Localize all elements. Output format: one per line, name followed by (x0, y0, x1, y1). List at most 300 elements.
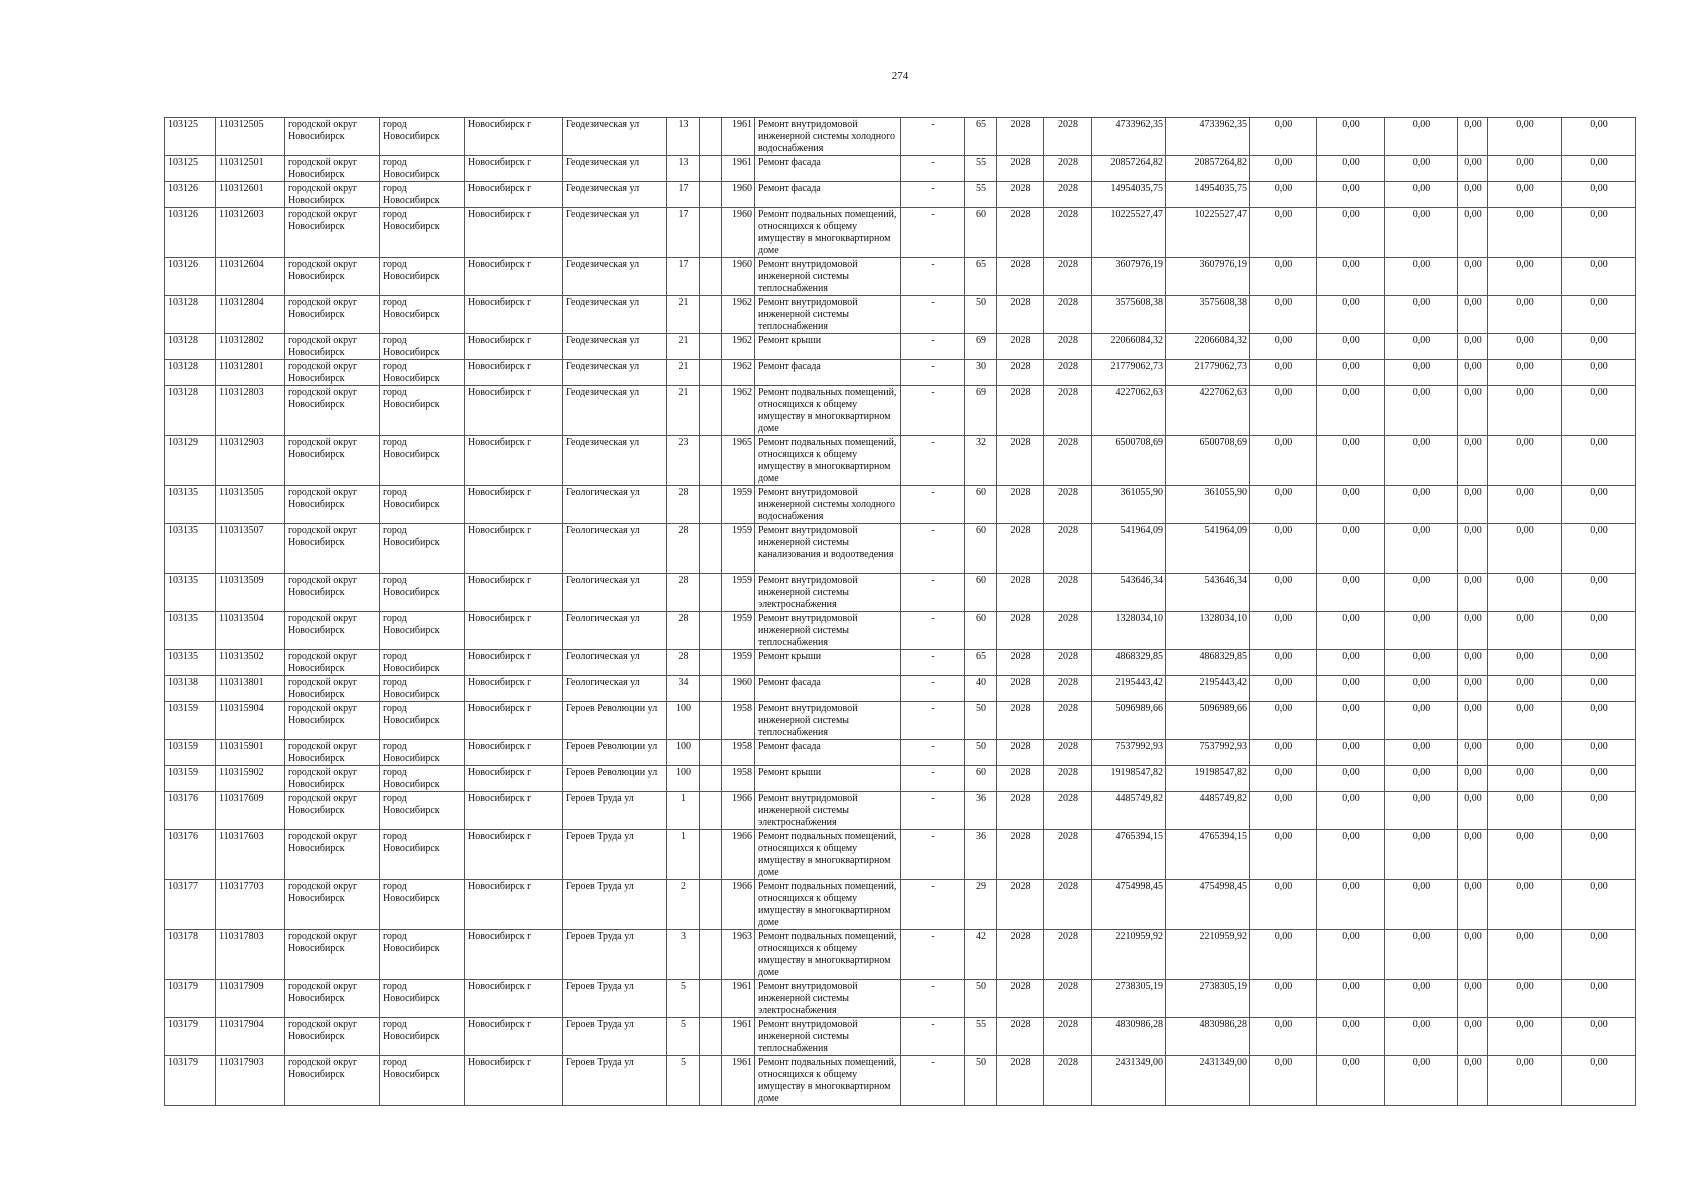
blank-cell (700, 650, 722, 676)
plan-year-end: 2028 (1044, 676, 1092, 702)
city-cell: Новосибирск г (465, 296, 563, 334)
blank-cell (700, 386, 722, 436)
blank-cell (700, 880, 722, 930)
house-number: 13 (667, 156, 700, 182)
fund-4: 0,00 (1458, 1018, 1488, 1056)
work-type: Ремонт подвальных помещений, относящихся к общему имуществу в многоквартирном доме (755, 386, 901, 436)
work-type: Ремонт внутридомовой инженерной системы теплоснабжения (755, 702, 901, 740)
house-number: 28 (667, 574, 700, 612)
house-number: 28 (667, 524, 700, 574)
plan-year-end: 2028 (1044, 880, 1092, 930)
table-row (165, 930, 1636, 980)
blank-cell (700, 360, 722, 386)
fund-3: 0,00 (1385, 524, 1458, 574)
total-value: 3607976,19 (1166, 258, 1250, 296)
fund-2: 0,00 (1317, 156, 1385, 182)
cost-value: 4227062,63 (1092, 386, 1166, 436)
fund-4: 0,00 (1458, 118, 1488, 156)
work-type: Ремонт подвальных помещений, относящихся к общему имуществу в многоквартирном доме (755, 208, 901, 258)
district-cell: городской округ Новосибирск (285, 766, 380, 792)
dash-cell: - (901, 386, 965, 436)
house-number: 23 (667, 436, 700, 486)
row-id: 103135 (165, 574, 216, 612)
street-cell: Геодезическая ул (563, 258, 667, 296)
plan-year-start: 2028 (997, 296, 1044, 334)
wear-percent: 55 (965, 1018, 997, 1056)
fund-4: 0,00 (1458, 880, 1488, 930)
cost-value: 541964,09 (1092, 524, 1166, 574)
blank-cell (700, 486, 722, 524)
page-number: 274 (891, 70, 909, 82)
fund-4: 0,00 (1458, 650, 1488, 676)
fund-1: 0,00 (1250, 930, 1317, 980)
work-type: Ремонт фасада (755, 156, 901, 182)
work-type: Ремонт внутридомовой инженерной системы канализования и водоотведения (755, 524, 901, 574)
dash-cell: - (901, 830, 965, 880)
table-row (165, 118, 1636, 156)
row-id: 103135 (165, 612, 216, 650)
city-cell: Новосибирск г (465, 182, 563, 208)
street-cell: Геодезическая ул (563, 360, 667, 386)
plan-year-end: 2028 (1044, 792, 1092, 830)
fund-5: 0,00 (1488, 360, 1562, 386)
plan-year-start: 2028 (997, 930, 1044, 980)
build-year: 1960 (722, 182, 755, 208)
work-type: Ремонт внутридомовой инженерной системы холодного водоснабжения (755, 486, 901, 524)
dash-cell: - (901, 880, 965, 930)
total-value: 21779062,73 (1166, 360, 1250, 386)
street-cell: Геодезическая ул (563, 208, 667, 258)
fund-4: 0,00 (1458, 766, 1488, 792)
city-cell: Новосибирск г (465, 830, 563, 880)
fund-2: 0,00 (1317, 524, 1385, 574)
row-id: 103176 (165, 792, 216, 830)
settlement-cell: город Новосибирск (380, 676, 465, 702)
work-type: Ремонт внутридомовой инженерной системы теплоснабжения (755, 296, 901, 334)
cost-value: 2195443,42 (1092, 676, 1166, 702)
fund-3: 0,00 (1385, 296, 1458, 334)
row-id: 103129 (165, 436, 216, 486)
dash-cell: - (901, 612, 965, 650)
city-cell: Новосибирск г (465, 334, 563, 360)
fund-3: 0,00 (1385, 334, 1458, 360)
total-value: 6500708,69 (1166, 436, 1250, 486)
fund-6: 0,00 (1562, 1018, 1636, 1056)
fund-3: 0,00 (1385, 258, 1458, 296)
wear-percent: 69 (965, 386, 997, 436)
build-year: 1966 (722, 880, 755, 930)
fund-6: 0,00 (1562, 156, 1636, 182)
fund-6: 0,00 (1562, 208, 1636, 258)
table-row (165, 792, 1636, 830)
plan-year-start: 2028 (997, 386, 1044, 436)
work-type: Ремонт крыши (755, 334, 901, 360)
total-value: 4830986,28 (1166, 1018, 1250, 1056)
city-cell: Новосибирск г (465, 486, 563, 524)
house-number: 34 (667, 676, 700, 702)
fund-4: 0,00 (1458, 208, 1488, 258)
total-value: 2210959,92 (1166, 930, 1250, 980)
build-year: 1960 (722, 676, 755, 702)
fund-1: 0,00 (1250, 486, 1317, 524)
street-cell: Героев Революции ул (563, 702, 667, 740)
total-value: 1328034,10 (1166, 612, 1250, 650)
fund-1: 0,00 (1250, 740, 1317, 766)
row-id: 103128 (165, 334, 216, 360)
settlement-cell: город Новосибирск (380, 880, 465, 930)
plan-year-end: 2028 (1044, 574, 1092, 612)
dash-cell: - (901, 486, 965, 524)
settlement-cell: город Новосибирск (380, 386, 465, 436)
table-row (165, 1018, 1636, 1056)
fund-5: 0,00 (1488, 676, 1562, 702)
table-row (165, 702, 1636, 740)
build-year: 1959 (722, 486, 755, 524)
fund-6: 0,00 (1562, 650, 1636, 676)
fund-5: 0,00 (1488, 1056, 1562, 1106)
plan-year-end: 2028 (1044, 524, 1092, 574)
row-id: 103159 (165, 766, 216, 792)
city-cell: Новосибирск г (465, 360, 563, 386)
fund-4: 0,00 (1458, 574, 1488, 612)
cost-value: 4733962,35 (1092, 118, 1166, 156)
cost-value: 3575608,38 (1092, 296, 1166, 334)
work-type: Ремонт подвальных помещений, относящихся к общему имуществу в многоквартирном доме (755, 830, 901, 880)
district-cell: городской округ Новосибирск (285, 118, 380, 156)
fund-6: 0,00 (1562, 334, 1636, 360)
blank-cell (700, 208, 722, 258)
object-code: 110312604 (216, 258, 285, 296)
fund-3: 0,00 (1385, 766, 1458, 792)
cost-value: 2210959,92 (1092, 930, 1166, 980)
row-id: 103128 (165, 296, 216, 334)
city-cell: Новосибирск г (465, 156, 563, 182)
city-cell: Новосибирск г (465, 676, 563, 702)
row-id: 103135 (165, 524, 216, 574)
build-year: 1960 (722, 208, 755, 258)
build-year: 1958 (722, 766, 755, 792)
wear-percent: 69 (965, 334, 997, 360)
district-cell: городской округ Новосибирск (285, 574, 380, 612)
build-year: 1962 (722, 386, 755, 436)
fund-3: 0,00 (1385, 880, 1458, 930)
house-number: 5 (667, 980, 700, 1018)
settlement-cell: город Новосибирск (380, 702, 465, 740)
fund-2: 0,00 (1317, 1056, 1385, 1106)
fund-4: 0,00 (1458, 980, 1488, 1018)
object-code: 110312505 (216, 118, 285, 156)
fund-2: 0,00 (1317, 360, 1385, 386)
build-year: 1961 (722, 1018, 755, 1056)
city-cell: Новосибирск г (465, 740, 563, 766)
fund-6: 0,00 (1562, 258, 1636, 296)
house-number: 21 (667, 360, 700, 386)
fund-5: 0,00 (1488, 118, 1562, 156)
fund-2: 0,00 (1317, 676, 1385, 702)
fund-6: 0,00 (1562, 574, 1636, 612)
total-value: 19198547,82 (1166, 766, 1250, 792)
fund-4: 0,00 (1458, 702, 1488, 740)
capital-repair-table (164, 117, 1636, 1106)
fund-1: 0,00 (1250, 612, 1317, 650)
fund-1: 0,00 (1250, 436, 1317, 486)
build-year: 1962 (722, 296, 755, 334)
wear-percent: 50 (965, 296, 997, 334)
blank-cell (700, 436, 722, 486)
district-cell: городской округ Новосибирск (285, 208, 380, 258)
plan-year-end: 2028 (1044, 486, 1092, 524)
work-type: Ремонт крыши (755, 766, 901, 792)
fund-2: 0,00 (1317, 334, 1385, 360)
object-code: 110312802 (216, 334, 285, 360)
fund-6: 0,00 (1562, 676, 1636, 702)
table-row (165, 980, 1636, 1018)
fund-2: 0,00 (1317, 650, 1385, 676)
fund-5: 0,00 (1488, 880, 1562, 930)
row-id: 103159 (165, 702, 216, 740)
settlement-cell: город Новосибирск (380, 208, 465, 258)
fund-6: 0,00 (1562, 830, 1636, 880)
fund-6: 0,00 (1562, 436, 1636, 486)
blank-cell (700, 156, 722, 182)
street-cell: Героев Революции ул (563, 766, 667, 792)
build-year: 1961 (722, 980, 755, 1018)
fund-1: 0,00 (1250, 1056, 1317, 1106)
row-id: 103128 (165, 386, 216, 436)
total-value: 20857264,82 (1166, 156, 1250, 182)
plan-year-end: 2028 (1044, 1018, 1092, 1056)
house-number: 1 (667, 830, 700, 880)
table-row (165, 574, 1636, 612)
cost-value: 543646,34 (1092, 574, 1166, 612)
build-year: 1966 (722, 830, 755, 880)
street-cell: Героев Труда ул (563, 1018, 667, 1056)
blank-cell (700, 1056, 722, 1106)
street-cell: Героев Труда ул (563, 880, 667, 930)
fund-1: 0,00 (1250, 258, 1317, 296)
city-cell: Новосибирск г (465, 650, 563, 676)
fund-2: 0,00 (1317, 740, 1385, 766)
row-id: 103126 (165, 182, 216, 208)
table-row (165, 766, 1636, 792)
fund-5: 0,00 (1488, 296, 1562, 334)
fund-4: 0,00 (1458, 524, 1488, 574)
house-number: 2 (667, 880, 700, 930)
blank-cell (700, 676, 722, 702)
plan-year-start: 2028 (997, 258, 1044, 296)
plan-year-end: 2028 (1044, 980, 1092, 1018)
fund-6: 0,00 (1562, 766, 1636, 792)
fund-6: 0,00 (1562, 980, 1636, 1018)
cost-value: 4868329,85 (1092, 650, 1166, 676)
build-year: 1958 (722, 702, 755, 740)
wear-percent: 60 (965, 208, 997, 258)
street-cell: Героев Труда ул (563, 830, 667, 880)
total-value: 543646,34 (1166, 574, 1250, 612)
fund-3: 0,00 (1385, 156, 1458, 182)
dash-cell: - (901, 182, 965, 208)
plan-year-end: 2028 (1044, 766, 1092, 792)
fund-5: 0,00 (1488, 182, 1562, 208)
street-cell: Геодезическая ул (563, 156, 667, 182)
plan-year-start: 2028 (997, 676, 1044, 702)
table-row (165, 258, 1636, 296)
object-code: 110317803 (216, 930, 285, 980)
plan-year-end: 2028 (1044, 1056, 1092, 1106)
fund-4: 0,00 (1458, 1056, 1488, 1106)
fund-5: 0,00 (1488, 612, 1562, 650)
fund-2: 0,00 (1317, 792, 1385, 830)
build-year: 1963 (722, 930, 755, 980)
plan-year-start: 2028 (997, 118, 1044, 156)
total-value: 4227062,63 (1166, 386, 1250, 436)
street-cell: Геодезическая ул (563, 334, 667, 360)
fund-5: 0,00 (1488, 334, 1562, 360)
table-row (165, 486, 1636, 524)
fund-3: 0,00 (1385, 360, 1458, 386)
fund-3: 0,00 (1385, 386, 1458, 436)
fund-2: 0,00 (1317, 702, 1385, 740)
settlement-cell: город Новосибирск (380, 436, 465, 486)
fund-6: 0,00 (1562, 386, 1636, 436)
object-code: 110312603 (216, 208, 285, 258)
house-number: 100 (667, 740, 700, 766)
fund-4: 0,00 (1458, 296, 1488, 334)
settlement-cell: город Новосибирск (380, 930, 465, 980)
street-cell: Геологическая ул (563, 574, 667, 612)
object-code: 110317909 (216, 980, 285, 1018)
work-type: Ремонт внутридомовой инженерной системы холодного водоснабжения (755, 118, 901, 156)
object-code: 110315904 (216, 702, 285, 740)
city-cell: Новосибирск г (465, 574, 563, 612)
fund-6: 0,00 (1562, 880, 1636, 930)
street-cell: Геодезическая ул (563, 436, 667, 486)
total-value: 14954035,75 (1166, 182, 1250, 208)
fund-2: 0,00 (1317, 486, 1385, 524)
plan-year-end: 2028 (1044, 650, 1092, 676)
wear-percent: 55 (965, 182, 997, 208)
fund-4: 0,00 (1458, 830, 1488, 880)
district-cell: городской округ Новосибирск (285, 1018, 380, 1056)
object-code: 110312501 (216, 156, 285, 182)
fund-3: 0,00 (1385, 980, 1458, 1018)
fund-2: 0,00 (1317, 880, 1385, 930)
city-cell: Новосибирск г (465, 118, 563, 156)
fund-3: 0,00 (1385, 118, 1458, 156)
total-value: 4868329,85 (1166, 650, 1250, 676)
row-id: 103178 (165, 930, 216, 980)
fund-4: 0,00 (1458, 486, 1488, 524)
object-code: 110312803 (216, 386, 285, 436)
wear-percent: 60 (965, 766, 997, 792)
settlement-cell: город Новосибирск (380, 1056, 465, 1106)
row-id: 103179 (165, 1056, 216, 1106)
fund-6: 0,00 (1562, 182, 1636, 208)
total-value: 4485749,82 (1166, 792, 1250, 830)
total-value: 5096989,66 (1166, 702, 1250, 740)
fund-2: 0,00 (1317, 118, 1385, 156)
object-code: 110317703 (216, 880, 285, 930)
fund-4: 0,00 (1458, 156, 1488, 182)
fund-5: 0,00 (1488, 792, 1562, 830)
fund-4: 0,00 (1458, 740, 1488, 766)
work-type: Ремонт внутридомовой инженерной системы электроснабжения (755, 792, 901, 830)
district-cell: городской округ Новосибирск (285, 386, 380, 436)
fund-5: 0,00 (1488, 436, 1562, 486)
dash-cell: - (901, 156, 965, 182)
row-id: 103179 (165, 1018, 216, 1056)
work-type: Ремонт внутридомовой инженерной системы теплоснабжения (755, 612, 901, 650)
plan-year-end: 2028 (1044, 258, 1092, 296)
work-type: Ремонт внутридомовой инженерной системы теплоснабжения (755, 258, 901, 296)
cost-value: 1328034,10 (1092, 612, 1166, 650)
total-value: 2738305,19 (1166, 980, 1250, 1018)
table-row (165, 296, 1636, 334)
settlement-cell: город Новосибирск (380, 156, 465, 182)
fund-3: 0,00 (1385, 436, 1458, 486)
plan-year-end: 2028 (1044, 612, 1092, 650)
fund-3: 0,00 (1385, 676, 1458, 702)
plan-year-start: 2028 (997, 1018, 1044, 1056)
plan-year-start: 2028 (997, 740, 1044, 766)
plan-year-start: 2028 (997, 182, 1044, 208)
plan-year-start: 2028 (997, 766, 1044, 792)
table-row (165, 676, 1636, 702)
plan-year-end: 2028 (1044, 930, 1092, 980)
fund-6: 0,00 (1562, 702, 1636, 740)
house-number: 28 (667, 650, 700, 676)
fund-3: 0,00 (1385, 486, 1458, 524)
wear-percent: 60 (965, 612, 997, 650)
fund-2: 0,00 (1317, 436, 1385, 486)
settlement-cell: город Новосибирск (380, 1018, 465, 1056)
plan-year-start: 2028 (997, 436, 1044, 486)
cost-value: 6500708,69 (1092, 436, 1166, 486)
city-cell: Новосибирск г (465, 612, 563, 650)
work-type: Ремонт крыши (755, 650, 901, 676)
blank-cell (700, 182, 722, 208)
city-cell: Новосибирск г (465, 880, 563, 930)
build-year: 1966 (722, 792, 755, 830)
cost-value: 4485749,82 (1092, 792, 1166, 830)
street-cell: Геологическая ул (563, 676, 667, 702)
object-code: 110313502 (216, 650, 285, 676)
fund-1: 0,00 (1250, 574, 1317, 612)
table-row (165, 612, 1636, 650)
fund-5: 0,00 (1488, 524, 1562, 574)
wear-percent: 65 (965, 118, 997, 156)
plan-year-start: 2028 (997, 612, 1044, 650)
settlement-cell: город Новосибирск (380, 830, 465, 880)
street-cell: Геодезическая ул (563, 118, 667, 156)
work-type: Ремонт подвальных помещений, относящихся к общему имуществу в многоквартирном доме (755, 930, 901, 980)
wear-percent: 60 (965, 524, 997, 574)
city-cell: Новосибирск г (465, 1018, 563, 1056)
cost-value: 4765394,15 (1092, 830, 1166, 880)
cost-value: 3607976,19 (1092, 258, 1166, 296)
district-cell: городской округ Новосибирск (285, 156, 380, 182)
object-code: 110315901 (216, 740, 285, 766)
plan-year-start: 2028 (997, 1056, 1044, 1106)
total-value: 22066084,32 (1166, 334, 1250, 360)
blank-cell (700, 830, 722, 880)
row-id: 103176 (165, 830, 216, 880)
settlement-cell: город Новосибирск (380, 612, 465, 650)
house-number: 21 (667, 334, 700, 360)
row-id: 103125 (165, 118, 216, 156)
total-value: 4754998,45 (1166, 880, 1250, 930)
fund-5: 0,00 (1488, 650, 1562, 676)
